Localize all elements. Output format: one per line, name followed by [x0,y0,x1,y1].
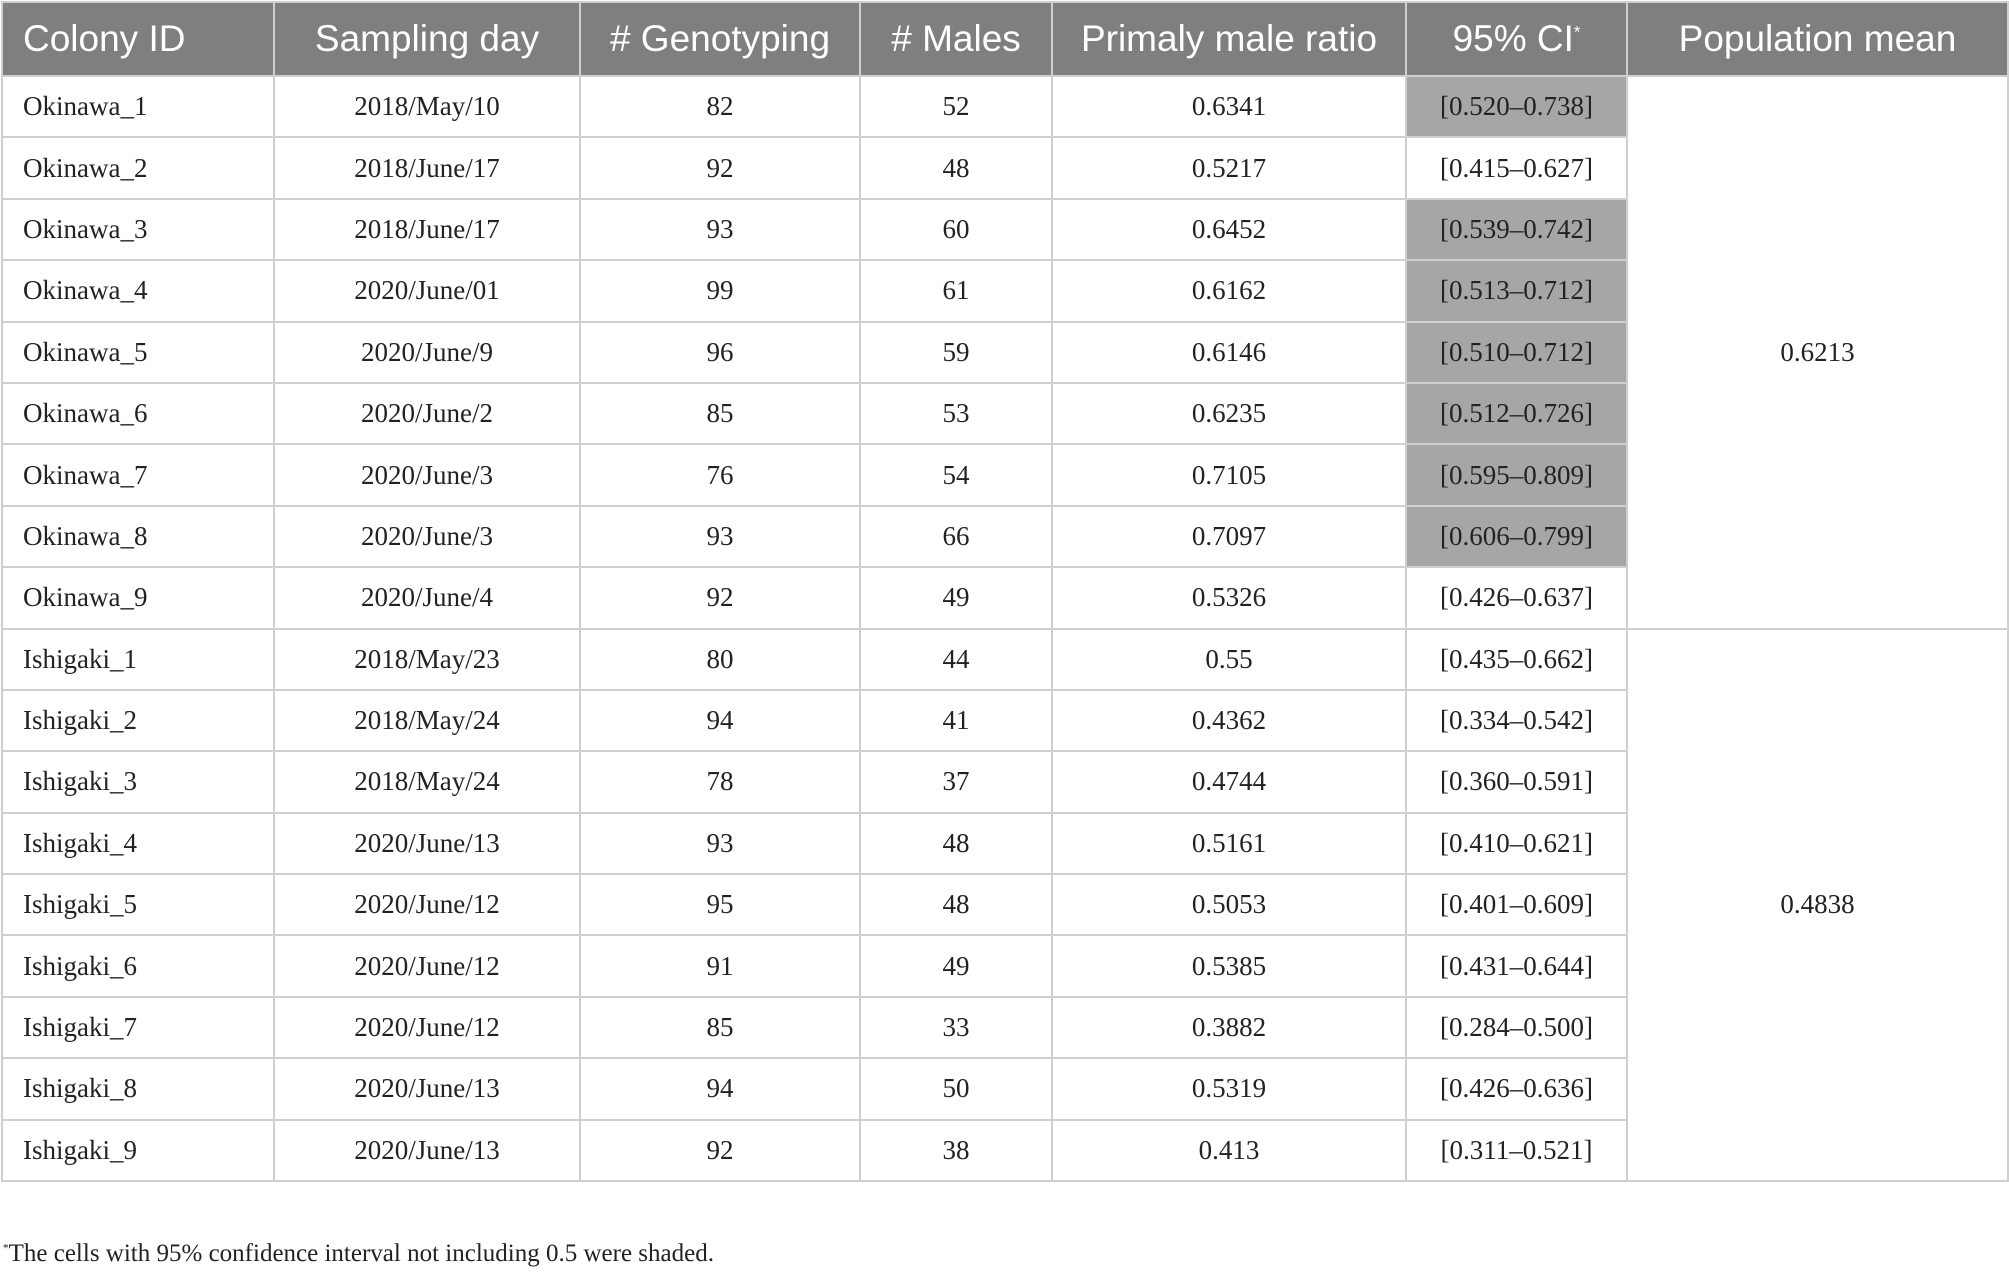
cell-sampling-day: 2020/June/13 [274,1058,580,1119]
cell-sampling-day: 2018/June/17 [274,199,580,260]
cell-males: 49 [860,935,1052,996]
header-sampling-day: Sampling day [274,2,580,76]
cell-genotyping: 99 [580,260,860,321]
cell-genotyping: 91 [580,935,860,996]
cell-ci: [0.401–0.609] [1406,874,1627,935]
cell-ratio: 0.413 [1052,1120,1406,1181]
cell-ratio: 0.6162 [1052,260,1406,321]
cell-ci: [0.520–0.738] [1406,76,1627,137]
cell-colony-id: Ishigaki_1 [2,629,274,690]
cell-genotyping: 96 [580,322,860,383]
cell-colony-id: Okinawa_7 [2,444,274,505]
cell-colony-id: Ishigaki_8 [2,1058,274,1119]
header-colony-id: Colony ID [2,2,274,76]
cell-genotyping: 93 [580,813,860,874]
cell-genotyping: 95 [580,874,860,935]
cell-ratio: 0.6341 [1052,76,1406,137]
cell-ratio: 0.3882 [1052,997,1406,1058]
cell-ratio: 0.55 [1052,629,1406,690]
cell-ratio: 0.5326 [1052,567,1406,628]
cell-males: 49 [860,567,1052,628]
cell-genotyping: 85 [580,997,860,1058]
cell-genotyping: 93 [580,199,860,260]
cell-sampling-day: 2020/June/3 [274,444,580,505]
cell-ratio: 0.6452 [1052,199,1406,260]
cell-colony-id: Ishigaki_5 [2,874,274,935]
cell-males: 60 [860,199,1052,260]
header-genotyping: # Genotyping [580,2,860,76]
cell-ci: [0.360–0.591] [1406,751,1627,812]
cell-sampling-day: 2018/May/24 [274,751,580,812]
cell-colony-id: Ishigaki_3 [2,751,274,812]
cell-sampling-day: 2018/May/24 [274,690,580,751]
cell-ci: [0.595–0.809] [1406,444,1627,505]
cell-ci: [0.435–0.662] [1406,629,1627,690]
cell-sampling-day: 2020/June/12 [274,997,580,1058]
cell-sampling-day: 2020/June/4 [274,567,580,628]
cell-males: 41 [860,690,1052,751]
table-footnote [3,1240,714,1268]
cell-sampling-day: 2020/June/01 [274,260,580,321]
cell-ci: [0.284–0.500] [1406,997,1627,1058]
cell-ci: [0.415–0.627] [1406,137,1627,198]
cell-genotyping: 92 [580,567,860,628]
cell-sampling-day: 2018/May/23 [274,629,580,690]
cell-males: 50 [860,1058,1052,1119]
cell-ratio: 0.4362 [1052,690,1406,751]
cell-ratio: 0.7097 [1052,506,1406,567]
header-population-mean: Population mean [1627,2,2008,76]
footnote-mark: * [3,1242,9,1255]
header-ci-footnote-mark: * [1573,22,1581,42]
cell-ratio: 0.5217 [1052,137,1406,198]
cell-genotyping: 94 [580,690,860,751]
cell-colony-id: Okinawa_8 [2,506,274,567]
cell-males: 66 [860,506,1052,567]
cell-ci: [0.510–0.712] [1406,322,1627,383]
cell-sampling-day: 2020/June/12 [274,874,580,935]
cell-ci: [0.426–0.636] [1406,1058,1627,1119]
cell-ratio: 0.5161 [1052,813,1406,874]
cell-sampling-day: 2020/June/3 [274,506,580,567]
colony-sex-ratio-table [1,1,2009,1182]
cell-males: 54 [860,444,1052,505]
cell-colony-id: Okinawa_2 [2,137,274,198]
cell-males: 33 [860,997,1052,1058]
cell-genotyping: 93 [580,506,860,567]
cell-genotyping: 92 [580,1120,860,1181]
cell-genotyping: 82 [580,76,860,137]
cell-males: 38 [860,1120,1052,1181]
cell-ratio: 0.6146 [1052,322,1406,383]
cell-ratio: 0.4744 [1052,751,1406,812]
cell-ci: [0.410–0.621] [1406,813,1627,874]
cell-colony-id: Okinawa_1 [2,76,274,137]
cell-genotyping: 76 [580,444,860,505]
header-ci-label: 95% CI [1452,18,1574,59]
cell-ci: [0.334–0.542] [1406,690,1627,751]
cell-ratio: 0.5385 [1052,935,1406,996]
header-ratio: Primaly male ratio [1052,2,1406,76]
cell-genotyping: 92 [580,137,860,198]
table-row [2,629,2008,690]
table-body [2,76,2008,1181]
cell-ci: [0.431–0.644] [1406,935,1627,996]
cell-ci: [0.512–0.726] [1406,383,1627,444]
cell-colony-id: Ishigaki_4 [2,813,274,874]
header-ci [1406,2,1627,76]
cell-colony-id: Okinawa_6 [2,383,274,444]
table-row [2,76,2008,137]
cell-ratio: 0.5053 [1052,874,1406,935]
cell-males: 44 [860,629,1052,690]
cell-colony-id: Okinawa_5 [2,322,274,383]
cell-males: 53 [860,383,1052,444]
cell-males: 59 [860,322,1052,383]
cell-males: 37 [860,751,1052,812]
cell-males: 48 [860,813,1052,874]
cell-sampling-day: 2018/May/10 [274,76,580,137]
cell-colony-id: Ishigaki_6 [2,935,274,996]
cell-colony-id: Okinawa_9 [2,567,274,628]
cell-males: 48 [860,874,1052,935]
cell-males: 48 [860,137,1052,198]
cell-males: 61 [860,260,1052,321]
cell-ci: [0.426–0.637] [1406,567,1627,628]
cell-ratio: 0.5319 [1052,1058,1406,1119]
cell-ratio: 0.6235 [1052,383,1406,444]
cell-colony-id: Ishigaki_9 [2,1120,274,1181]
cell-ci: [0.539–0.742] [1406,199,1627,260]
footnote-text: The cells with 95% confidence interval not including 0.5 were shaded. [8,1240,714,1267]
cell-males: 52 [860,76,1052,137]
cell-genotyping: 78 [580,751,860,812]
cell-colony-id: Ishigaki_7 [2,997,274,1058]
cell-ratio: 0.7105 [1052,444,1406,505]
cell-genotyping: 85 [580,383,860,444]
cell-sampling-day: 2020/June/9 [274,322,580,383]
cell-colony-id: Okinawa_3 [2,199,274,260]
cell-population-mean: 0.6213 [1627,76,2008,629]
cell-genotyping: 80 [580,629,860,690]
cell-sampling-day: 2020/June/12 [274,935,580,996]
cell-ci: [0.311–0.521] [1406,1120,1627,1181]
cell-ci: [0.513–0.712] [1406,260,1627,321]
header-males: # Males [860,2,1052,76]
cell-genotyping: 94 [580,1058,860,1119]
cell-sampling-day: 2020/June/13 [274,1120,580,1181]
header-row [2,2,2008,76]
cell-sampling-day: 2020/June/2 [274,383,580,444]
cell-colony-id: Ishigaki_2 [2,690,274,751]
cell-sampling-day: 2018/June/17 [274,137,580,198]
cell-ci: [0.606–0.799] [1406,506,1627,567]
cell-population-mean: 0.4838 [1627,629,2008,1182]
cell-colony-id: Okinawa_4 [2,260,274,321]
cell-sampling-day: 2020/June/13 [274,813,580,874]
